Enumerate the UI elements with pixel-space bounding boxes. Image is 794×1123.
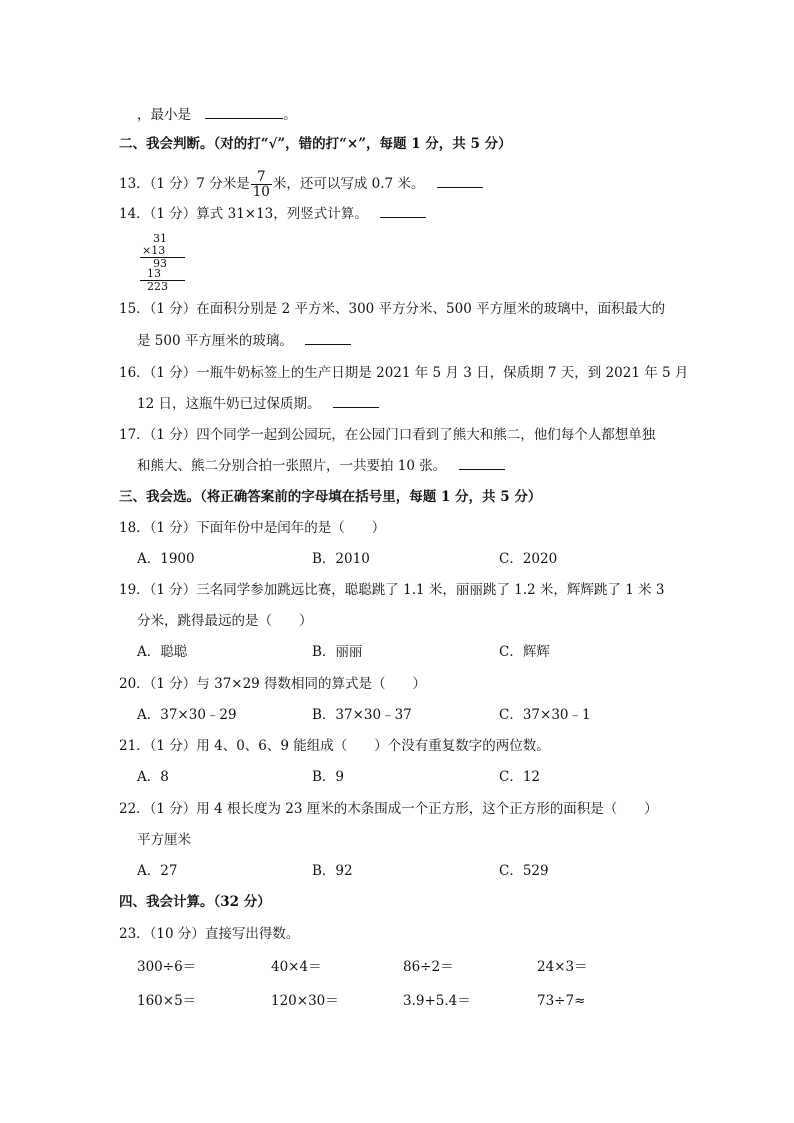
fraction-numerator: 7 [251,170,272,185]
fragment-prefix: ，最小是 [137,107,191,123]
q22-option-a[interactable]: A．27 [137,863,178,879]
question-17-line1: 17．（1 分）四个同学一起到公园玩，在公园门口看到了熊大和熊二，他们每个人都想单独 [119,427,656,443]
fragment-suffix: 。 [283,107,297,123]
calc-item: 40×4＝ [271,959,322,975]
q13-post: 米，还可以写成 0.7 米。 [272,176,425,192]
question-13 [119,170,483,199]
q20-option-c[interactable]: C．37×30﹣1 [499,707,591,723]
calc-item: 160×5＝ [137,993,197,1009]
question-23: 23．（10 分）直接写出得数。 [119,926,300,942]
vertical-line-5: 223 [147,280,168,293]
q18-option-a[interactable]: A．1900 [137,551,195,567]
answer-blank[interactable] [205,106,283,119]
fraction-denominator: 10 [252,184,270,200]
section-4-header: 四、我会计算。（32 分） [119,894,271,910]
question-14 [119,205,426,223]
vertical-line-2: ×13 [142,244,166,257]
q21-option-c[interactable]: C．12 [499,769,541,785]
answer-blank-16[interactable] [333,395,379,408]
question-22-line2: 平方厘米 [137,832,191,848]
question-17-line2 [137,457,505,475]
q13-pre: 13．（1 分）7 分米是 [119,176,250,192]
q18-option-c[interactable]: C．2020 [499,551,558,567]
question-20: 20．（1 分）与 37×29 得数相同的算式是（ ） [119,676,427,692]
answer-blank-13[interactable] [437,175,483,188]
q21-option-a[interactable]: A．8 [137,769,169,785]
q21-option-b[interactable]: B．9 [312,769,345,785]
calc-item: 86÷2＝ [403,959,454,975]
vertical-line-1: 31 [153,232,167,245]
question-15-line2 [137,332,351,350]
calc-item: 24×3＝ [537,959,588,975]
question-16-line2 [137,395,379,413]
q22-option-b[interactable]: B．92 [312,863,353,879]
question-16-line1: 16．（1 分）一瓶牛奶标签上的生产日期是 2021 年 5 月 3 日，保质期 7 天，到 2021 年 5 月 [119,365,689,381]
q22-option-c[interactable]: C．529 [499,863,549,879]
calc-item: 73÷7≈ [537,993,586,1009]
calc-item: 120×30＝ [271,993,339,1009]
section-2-header: 二、我会判断。（对的打“√”，错的打“×”，每题 1 分，共 5 分） [119,136,512,152]
answer-blank-17[interactable] [459,457,505,470]
q20-option-b[interactable]: B．37×30﹣37 [312,707,412,723]
q19-option-c[interactable]: C．辉辉 [499,644,550,660]
answer-blank-15[interactable] [305,332,351,345]
q16-line2-text: 12 日，这瓶牛奶已过保质期。 [137,396,321,412]
vertical-line-3: 93 [153,257,167,270]
q15-line2-text: 是 500 平方厘米的玻璃。 [137,333,293,349]
fraction [251,170,272,199]
q20-option-a[interactable]: A．37×30﹣29 [137,707,237,723]
q19-option-a[interactable]: A．聪聪 [137,644,188,660]
question-22-line1: 22．（1 分）用 4 根长度为 23 厘米的木条围成一个正方形，这个正方形的面积是（ ） [119,801,658,817]
q18-option-b[interactable]: B．2010 [312,551,370,567]
q14-text: 14．（1 分）算式 31×13，列竖式计算。 [119,206,368,222]
q17-line2-text: 和熊大、熊二分别合拍一张照片，一共要拍 10 张。 [137,458,447,474]
question-21: 21．（1 分）用 4、0、6、9 能组成（ ）个没有重复数字的两位数。 [119,738,550,754]
question-19-line2: 分米，跳得最远的是（ ） [137,613,313,629]
question-19-line1: 19．（1 分）三名同学参加跳远比赛，聪聪跳了 1.1 米，丽丽跳了 1.2 米，辉辉跳了 1 米 3 [119,582,665,598]
calc-item: 300÷6＝ [137,959,197,975]
answer-blank-14[interactable] [380,205,426,218]
continuation-line [137,106,297,124]
q19-option-b[interactable]: B．丽丽 [312,644,363,660]
question-18: 18．（1 分）下面年份中是闰年的是（ ） [119,520,386,536]
vertical-line-4: 13 [147,267,161,280]
calc-item: 3.9+5.4＝ [403,993,471,1009]
question-15-line1: 15．（1 分）在面积分别是 2 平方米、300 平方分米、500 平方厘米的玻璃中，面积最大的 [119,301,666,317]
section-3-header: 三、我会选。（将正确答案前的字母填在括号里，每题 1 分，共 5 分） [119,489,542,505]
